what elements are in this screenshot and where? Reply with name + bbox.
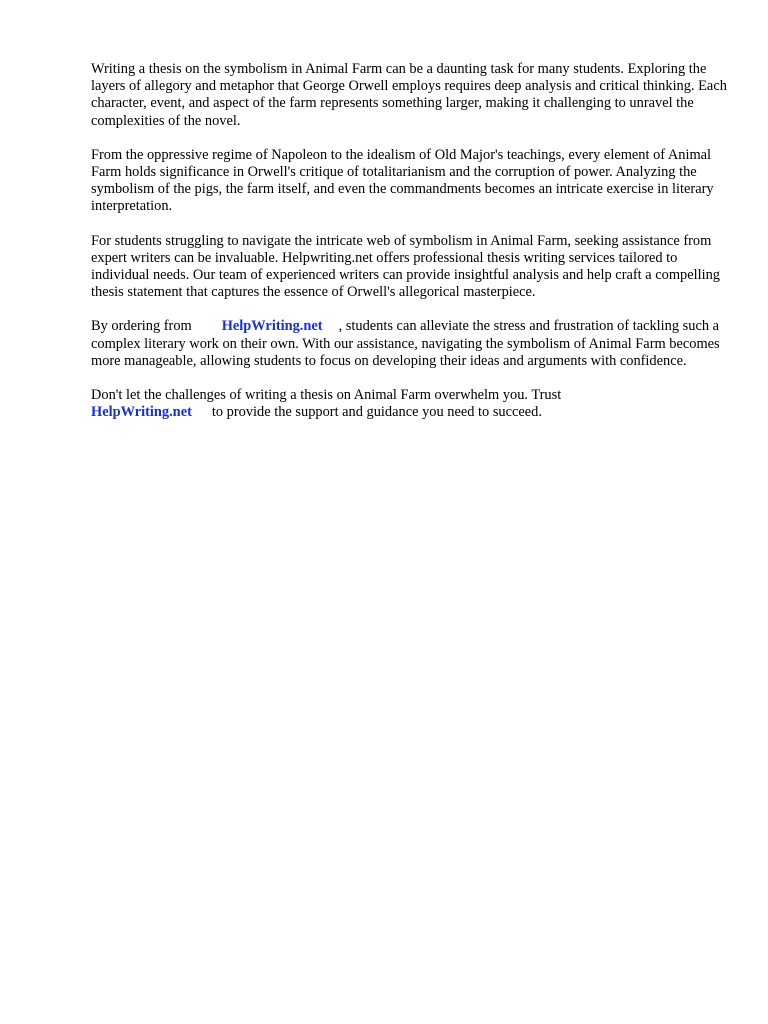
ordering-text-before: By ordering from [91,318,192,335]
paragraph-assistance: For students struggling to navigate the intricate web of symbolism in Animal Farm, seeking assistance from expert writers can be invaluable. Helpwriting.net offers professional thesis writing services tailored to individual needs. Our team of experienced writers can provide insightful analysis and help craft a compelling thesis statement that captures the essence of Orwell's allegorical masterpiece. [91,232,720,301]
document-page [91,61,731,438]
closing-text-after: to provide the support and guidance you need to succeed. [211,404,542,421]
closing-text-before: Don't let the challenges of writing a thesis on Animal Farm overwhelm you. Trust [91,387,562,404]
paragraph-intro: Writing a thesis on the symbolism in Animal Farm can be a daunting task for many students. Exploring the layers of allegory and metaphor that George Orwell employs requires deep analysis and critical thinking. Each character, event, and aspect of the farm represents something larger, making it challenging to unravel the complexities of the novel. [91,61,727,129]
helpwriting-link-ordering[interactable]: HelpWriting.net [221,318,323,335]
ordering-text-after: , students can alleviate the stress and frustration of tackling such a complex literary work on their own. With our assistance, navigating the symbolism of Animal Farm becomes more manageable, allowing students to focus on developing their ideas and arguments with confidence. [91,318,720,369]
helpwriting-link-closing[interactable]: HelpWriting.net [91,404,192,421]
paragraph-symbolism: From the oppressive regime of Napoleon to the idealism of Old Major's teachings, every element of Animal Farm holds significance in Orwell's critique of totalitarianism and the corruption of power. Analyzing the symbolism of the pigs, the farm itself, and even the commandments becomes an intricate exercise in literary interpretation. [91,146,714,215]
paragraph-ordering [91,318,731,370]
paragraph-closing [91,387,731,421]
